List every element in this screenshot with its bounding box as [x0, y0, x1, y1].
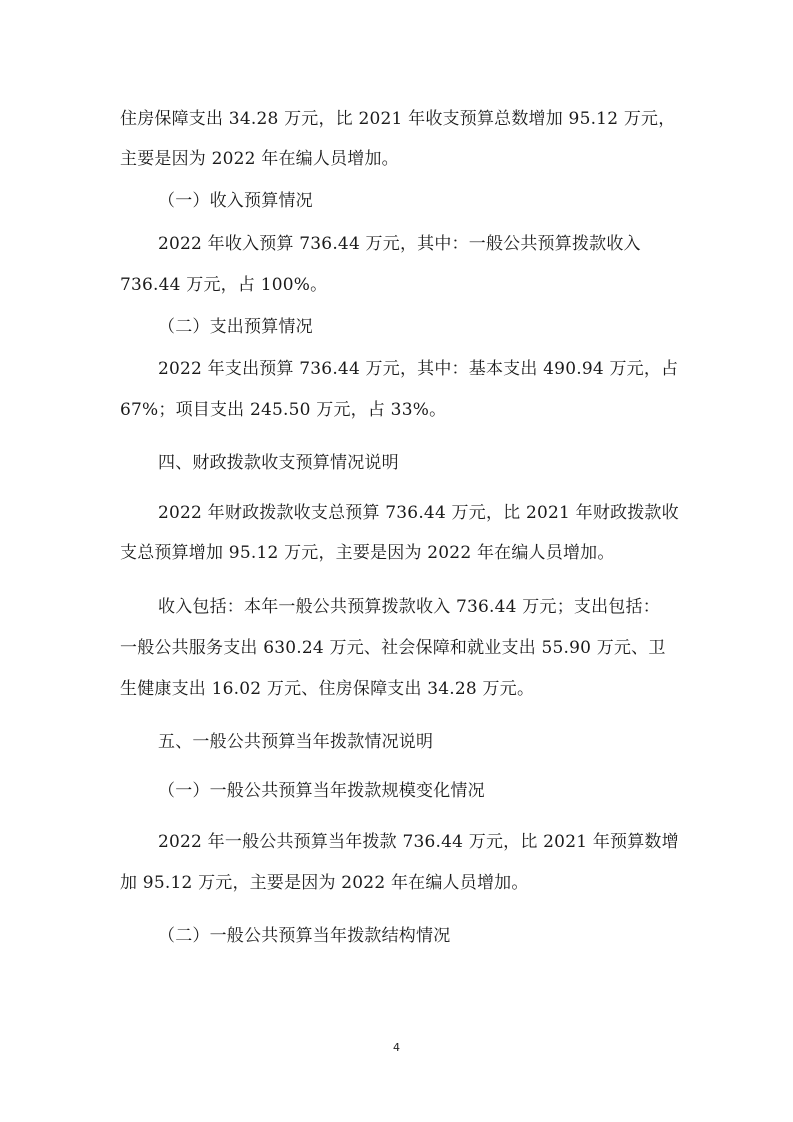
paragraph-line: 2022 年财政拨款收支总预算 736.44 万元，比 2021 年财政拨款收 — [158, 503, 679, 523]
paragraph-line: 加 95.12 万元，主要是因为 2022 年在编人员增加。 — [120, 873, 529, 893]
section-heading: 四、财政拨款收支预算情况说明 — [158, 453, 399, 473]
paragraph-line: 736.44 万元，占 100%。 — [120, 275, 328, 295]
paragraph-line: 2022 年一般公共预算当年拨款 736.44 万元，比 2021 年预算数增 — [158, 832, 679, 852]
paragraph-line: 一般公共服务支出 630.24 万元、社会保障和就业支出 55.90 万元、卫 — [120, 638, 666, 658]
paragraph-line: 67%；项目支出 245.50 万元，占 33%。 — [120, 400, 447, 420]
paragraph-line: 收入包括：本年一般公共预算拨款收入 736.44 万元；支出包括： — [158, 597, 660, 617]
paragraph-line: 住房保障支出 34.28 万元，比 2021 年收支预算总数增加 95.12 万元， — [120, 109, 676, 129]
section-heading: （二）支出预算情况 — [158, 317, 313, 337]
section-heading: （一）一般公共预算当年拨款规模变化情况 — [158, 781, 485, 801]
section-heading: 五、一般公共预算当年拨款情况说明 — [158, 732, 434, 752]
page-number: 4 — [393, 1041, 400, 1054]
paragraph-line: 2022 年支出预算 736.44 万元，其中：基本支出 490.94 万元，占 — [158, 359, 679, 379]
paragraph-line: 生健康支出 16.02 万元、住房保障支出 34.28 万元。 — [120, 679, 535, 699]
section-heading: （一）收入预算情况 — [158, 191, 313, 211]
paragraph-line: 主要是因为 2022 年在编人员增加。 — [120, 149, 399, 169]
section-heading: （二）一般公共预算当年拨款结构情况 — [158, 926, 451, 946]
paragraph-line: 2022 年收入预算 736.44 万元，其中：一般公共预算拨款收入 — [158, 234, 641, 254]
paragraph-line: 支总预算增加 95.12 万元，主要是因为 2022 年在编人员增加。 — [120, 543, 615, 563]
